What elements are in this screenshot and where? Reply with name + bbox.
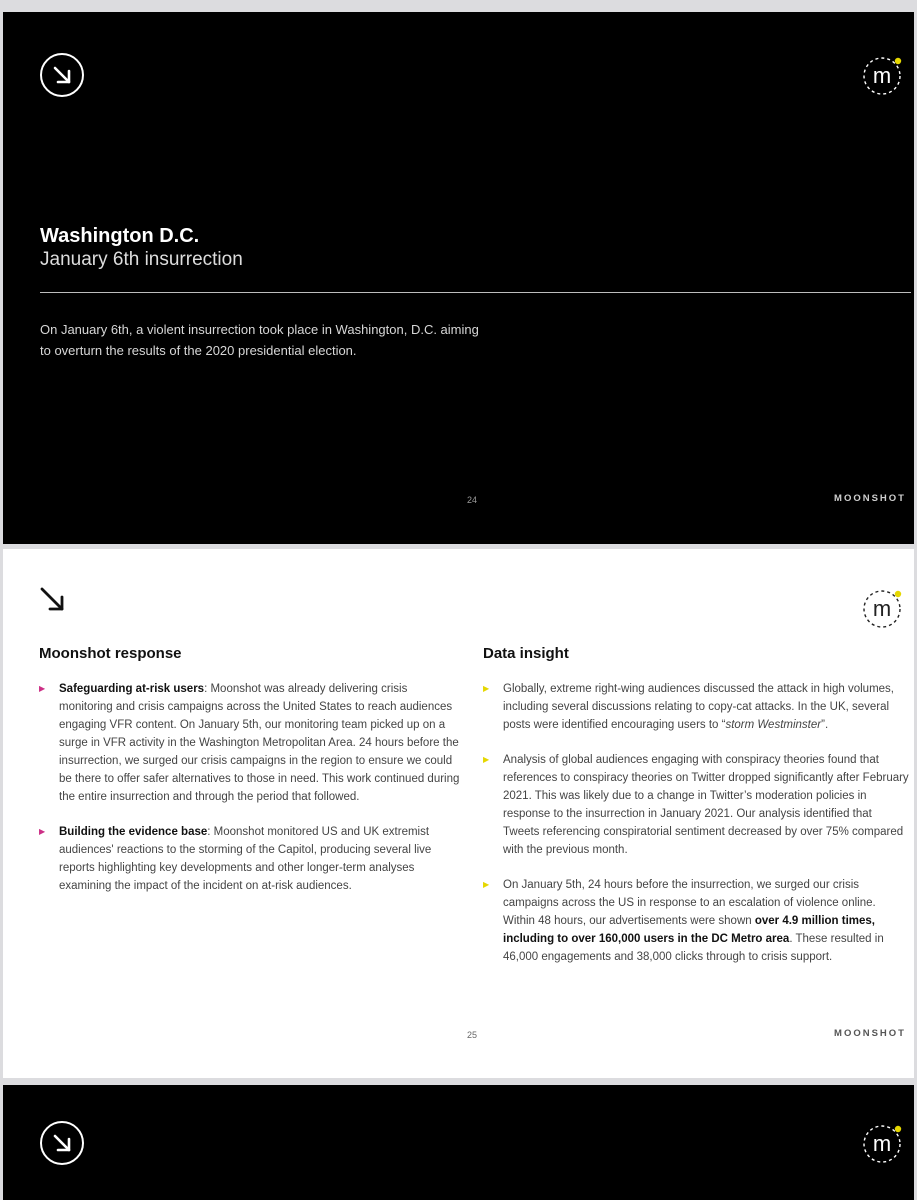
arrow-down-right-icon: [40, 53, 84, 97]
item-bold: Safeguarding at-risk users: [59, 683, 205, 695]
moonshot-response-column: [39, 645, 464, 912]
brand-footer: MOONSHOT: [834, 1028, 906, 1039]
lead-paragraph: On January 6th, a violent insurrection took place in Washington, D.C. aiming to overturn the results of the 2020 presidential election.: [40, 322, 479, 358]
item-text: : Moonshot monitored US and UK extremist audiences' reactions to the storming of the Capitol, producing several live reports highlighting key developments and other longer-term analyses examining the impact of the incident on at-risk audiences.: [59, 826, 432, 892]
item-text: : Moonshot was already delivering crisis monitoring and crisis campaigns across the United States to reach audiences engaging VFR content. On January 5th, our monitoring team picked up on a surge in VFR activity in the Washington Metropolitan Area. 24 hours before the insurrection, we surged our crisis campaigns in the region to ensure we could be there to offer safer alternatives to those in need. This work continued during the entire insurrection and through the period that followed.: [59, 683, 460, 803]
triangle-bullet-icon: ▶: [39, 827, 46, 836]
section-heading: Moonshot response: [39, 645, 182, 662]
item-text: On January 5th, 24 hours before the insurrection, we surged our crisis campaigns across the US in response to an escalation of violence online. Within 48 hours, our advertisements were shown: [503, 879, 876, 927]
item-italic: storm Westminster: [725, 719, 822, 731]
list-item: [483, 876, 910, 966]
slide-subtitle: January 6th insurrection: [40, 249, 243, 270]
list-item: [39, 823, 464, 895]
logo-letter: m: [872, 596, 892, 621]
list-item: [39, 680, 464, 806]
page-number: 24: [467, 495, 478, 505]
data-insight-column: [483, 645, 910, 983]
section-heading: Data insight: [483, 645, 569, 662]
logo-letter: m: [872, 63, 892, 88]
arrow-down-right-icon: [38, 585, 68, 620]
slide-25: [3, 549, 914, 1078]
item-text-after: . These resulted in 46,000 engagements and 38,000 clicks through to crisis support.: [503, 933, 884, 963]
slide-next: [3, 1085, 914, 1200]
brand-footer: MOONSHOT: [834, 493, 906, 504]
logo-letter: m: [872, 1131, 892, 1156]
item-bold: Building the evidence base: [59, 826, 208, 838]
moonshot-logo-icon: [860, 586, 904, 630]
item-text: Globally, extreme right-wing audiences discussed the attack in high volumes, including several discussions relating to copy-cat attacks. In the UK, several posts were identified encouraging users to “: [503, 683, 894, 731]
triangle-bullet-icon: ▶: [483, 880, 490, 889]
list-item: [483, 751, 910, 859]
page-number: 25: [467, 1030, 478, 1040]
item-text: Analysis of global audiences engaging with conspiracy theories found that references to conspiracy theories on Twitter dropped significantly after February 2021. This was likely due to a change in Twitter’s moderation policies in response to the insurrection in January 2021. Our analysis identified that Tweets referencing conspiratorial sentiment decreased by over 75% compared with the previous month.: [503, 754, 909, 856]
item-text-after: ”.: [821, 719, 829, 731]
triangle-bullet-icon: ▶: [483, 684, 490, 693]
divider: [40, 292, 911, 293]
moonshot-logo-icon: [860, 53, 904, 97]
moonshot-logo-icon: [860, 1121, 904, 1165]
slide-title: Washington D.C.: [40, 225, 200, 247]
item-bold: over 4.9 million times, including to over 160,000 users in the DC Metro area: [503, 915, 875, 945]
triangle-bullet-icon: ▶: [483, 755, 490, 764]
arrow-down-right-icon: [40, 1121, 84, 1165]
slide-24: [3, 12, 914, 544]
triangle-bullet-icon: ▶: [39, 684, 46, 693]
list-item: [483, 680, 910, 734]
